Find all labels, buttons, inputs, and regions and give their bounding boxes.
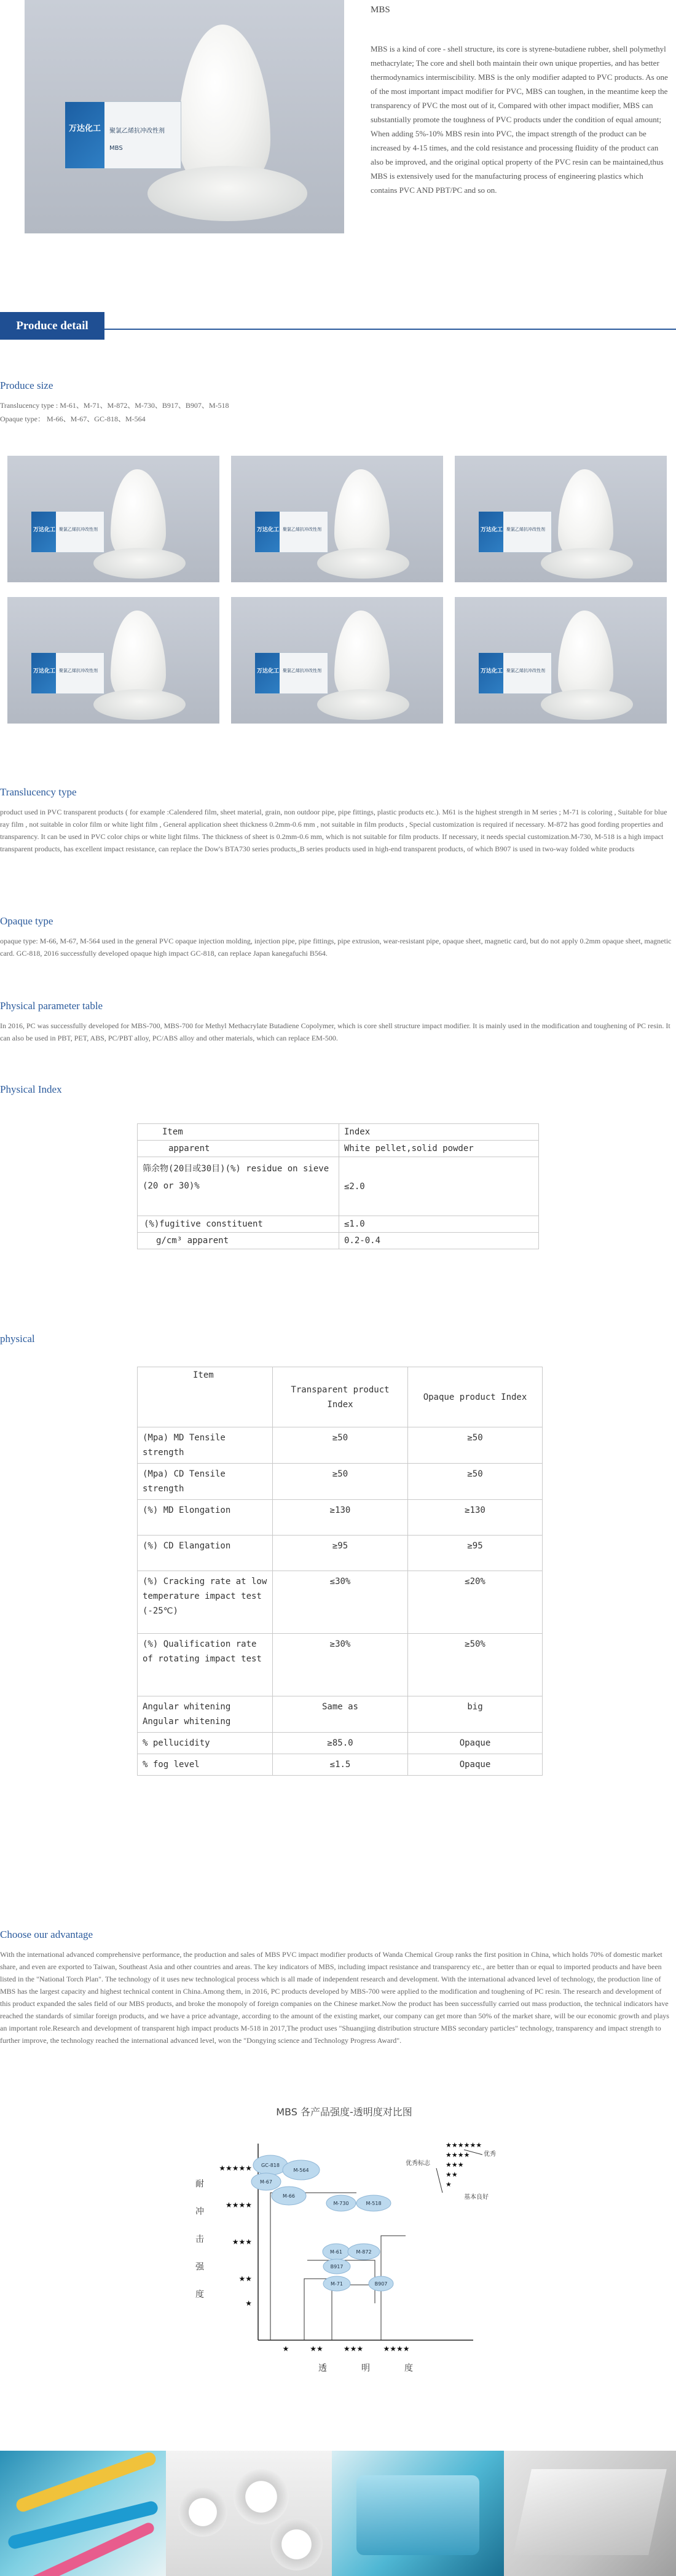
product-photo bbox=[455, 597, 667, 724]
tab-produce-detail[interactable]: Produce detail bbox=[0, 312, 104, 340]
table-row bbox=[138, 1157, 539, 1216]
photo-colored-hoses bbox=[0, 2451, 166, 2576]
physical-index-heading: Physical Index bbox=[0, 1083, 62, 1095]
x-axis-label: 透 bbox=[318, 2363, 327, 2373]
table-row bbox=[138, 1141, 539, 1157]
table-row bbox=[138, 1216, 539, 1233]
table-cell: (%) Qualification rate of rotating impact test bbox=[138, 1634, 273, 1696]
hero-product-image bbox=[25, 0, 344, 233]
x-axis-label: 度 bbox=[404, 2363, 413, 2373]
table-cell: (%) Cracking rate at low temperature impact test (-25℃) bbox=[138, 1571, 273, 1634]
bubble-label: M-67 bbox=[260, 2179, 272, 2185]
y-axis-label: 冲 bbox=[195, 2207, 204, 2217]
card-logo-text: 万达化工 bbox=[33, 527, 56, 533]
legend-stars: ★★★ bbox=[446, 2161, 464, 2169]
table-cell: ≥130 bbox=[408, 1500, 543, 1536]
photo-grey-sheets bbox=[504, 2451, 676, 2576]
table-cell: % pellucidity bbox=[138, 1733, 273, 1754]
table-cell: Angular whitening Angular whitening bbox=[138, 1696, 273, 1733]
advantage-heading: Choose our advantage bbox=[0, 1929, 93, 1940]
product-photo bbox=[231, 597, 443, 724]
card-product-name: 聚氯乙烯抗冲改性剂 bbox=[59, 527, 98, 532]
table-cell: Opaque bbox=[408, 1733, 543, 1754]
table-cell: % fog level bbox=[138, 1754, 273, 1776]
table-row bbox=[138, 1464, 543, 1500]
table-row bbox=[138, 1500, 543, 1536]
table-row bbox=[138, 1536, 543, 1571]
card-product-name: 聚氯乙烯抗冲改性剂 bbox=[506, 527, 545, 532]
product-description: MBS is a kind of core - shell structure, its core is styrene-butadiene rubber, shell polymethyl methacrylate; The core and shell both maintain their own unique properties, and has better thermodynamics intermiscibility. MBS is the only modifier adapted to PVC products. As one of the most important impact modifier for PVC, MBS can toughen, in the meantime keep the transparency of PVC the most out of it, Compared with other impact modifier, MBS can substantially promote the toughness of PVC products under the condition of equal amount; When adding 5%-10% MBS resin into PVC, the impact strength of the product can be increased by 4-15 times, and the cold resistance and processing fluidity of the product can also be improved, and the original optical property of the PVC resin can be maintained,thus MBS is extensively used for the manufacturing process of engineering plastics which contains PVC AND PBT/PC and so on. bbox=[371, 44, 668, 195]
legend-line bbox=[436, 2168, 442, 2193]
y-tick-label: ★★★★★ bbox=[219, 2164, 252, 2172]
table-cell: Opaque product Index bbox=[408, 1367, 543, 1427]
physical-table bbox=[137, 1367, 543, 1776]
x-tick-label: ★★ bbox=[310, 2344, 323, 2353]
y-tick-label: ★ bbox=[245, 2299, 252, 2308]
table-cell: ≤2.0 bbox=[339, 1157, 539, 1216]
table-cell: White pellet,solid powder bbox=[339, 1141, 539, 1157]
table-cell: ≤1.5 bbox=[273, 1754, 408, 1776]
y-axis-label: 击 bbox=[195, 2234, 204, 2244]
legend-stars: ★★★★★★ bbox=[446, 2141, 482, 2149]
table-cell: Item bbox=[138, 1367, 273, 1427]
y-tick-label: ★★★★ bbox=[225, 2201, 252, 2209]
table-cell: ≤30% bbox=[273, 1571, 408, 1634]
table-row bbox=[138, 1571, 543, 1634]
application-photo-strip bbox=[0, 2451, 676, 2576]
table-cell: ≥85.0 bbox=[273, 1733, 408, 1754]
produce-size-translucency: Translucency type : M-61、M-71、M-872、M-730、B917、B907、M-518 bbox=[0, 401, 229, 410]
produce-size-heading: Produce size bbox=[0, 380, 53, 391]
card-product-name: 聚氯乙烯抗冲改性剂 bbox=[283, 668, 321, 673]
physical-heading: physical bbox=[0, 1333, 35, 1345]
chart-title: MBS 各产品强度-透明度对比图 bbox=[276, 2106, 412, 2118]
table-cell: ≥50% bbox=[408, 1634, 543, 1696]
product-photo bbox=[7, 456, 219, 582]
table-row bbox=[138, 1124, 539, 1141]
table-cell: ≥130 bbox=[273, 1500, 408, 1536]
photo-blue-film-rolls bbox=[332, 2451, 504, 2576]
physical-parameter-heading: Physical parameter table bbox=[0, 1000, 103, 1012]
card-product-name: 聚氯乙烯抗冲改性剂 bbox=[59, 668, 98, 673]
card-product-name: 聚氯乙烯抗冲改性剂 bbox=[283, 527, 321, 532]
table-cell: Opaque bbox=[408, 1754, 543, 1776]
table-cell: ≥50 bbox=[408, 1427, 543, 1464]
table-cell: 筛余物(20目或30目)(%) residue on sieve (20 or 30)% bbox=[138, 1157, 339, 1216]
table-row bbox=[138, 1733, 543, 1754]
table-cell: 0.2-0.4 bbox=[339, 1233, 539, 1249]
table-row bbox=[138, 1367, 543, 1427]
legend-label: 基本良好 bbox=[464, 2194, 489, 2201]
x-tick-label: ★★★★ bbox=[383, 2344, 410, 2353]
bubble-label: M-872 bbox=[356, 2249, 372, 2255]
table-cell: apparent bbox=[138, 1141, 339, 1157]
x-axis-label: 明 bbox=[361, 2363, 370, 2373]
card-logo-text: 万达化工 bbox=[257, 527, 280, 533]
table-row bbox=[138, 1634, 543, 1696]
card-logo-text: 万达化工 bbox=[33, 668, 56, 674]
card-logo-text: 万达化工 bbox=[481, 527, 503, 533]
table-cell: (%) CD Elangation bbox=[138, 1536, 273, 1571]
product-title: MBS bbox=[371, 5, 390, 15]
physical-parameter-text: In 2016, PC was successfully developed for MBS-700, MBS-700 for Methyl Methacrylate Butadiene Copolymer, which is core shell structure impact modifier. It is mainly used in the modification and toughening of PC resin. It can also be used in PBT, PET, ABS, PC/PBT alloy, PC/ABS alloy and other materials, which can replace EM-500. bbox=[0, 1021, 670, 1042]
translucency-heading: Translucency type bbox=[0, 786, 77, 798]
legend-stars: ★★★★ bbox=[446, 2151, 470, 2159]
product-photo bbox=[7, 597, 219, 724]
bubble-label: B907 bbox=[374, 2281, 388, 2287]
bubble-label: M-518 bbox=[366, 2201, 382, 2206]
x-tick-label: ★★★ bbox=[343, 2344, 364, 2353]
table-cell: g/cm³ apparent bbox=[138, 1233, 339, 1249]
table-cell: ≥30% bbox=[273, 1634, 408, 1696]
physical-index-table bbox=[137, 1123, 539, 1249]
table-cell: Item bbox=[138, 1124, 339, 1141]
table-cell: Transparent product Index bbox=[273, 1367, 408, 1427]
table-cell: ≥50 bbox=[408, 1464, 543, 1500]
bubble-label: M-71 bbox=[331, 2281, 343, 2287]
card-logo-text: 万达化工 bbox=[69, 124, 101, 133]
advantage-text: With the international advanced comprehensive performance, the production and sales of MBS PVC impact modifier products of Wanda Chemical Group ranks the first position in China, which holds 70% of domestic market share, and even are exported to Taiwan, Southeast Asia and other countries and areas. The key indicators of MBS, including impact resistance and transparency etc., are better than or equal to imported products and have been listed in the "National Torch Plan". The technology of it uses new technological process which is all made of independent research and development. With the international advanced level of technology, the production line of MBS has the largest capacity and highest technical content in China.Among them, in 2016, PC products developed by MBS-700 were applied to the modification and toughening of PC resin. The research and development of this product expanded the sales field of our MBS products, and broke the monopoly of foreign companies on the Chinese market.Now the product has been successfully carried out mass production, the technical indicators have reached the standards of similar foreign products, and we have a price advantage, according to the amount of the existing market, our company can get more than 50% of the market share, will be our economic growth and plays an important role.Research and development of transparent high impact products M-518 in 2017,The product uses "Shuangjing distribution structure MBS secondary particles" technology, transparency and impact strength to further improve, the technology reached the international advanced level, won the "Dongying science and Technology Progress Award". bbox=[0, 1950, 669, 2045]
card-product-name: 聚氯乙烯抗冲改性剂 bbox=[506, 668, 545, 673]
table-cell: ≥50 bbox=[273, 1464, 408, 1500]
bubble-label: B917 bbox=[330, 2264, 344, 2270]
card-logo-text: 万达化工 bbox=[257, 668, 280, 674]
table-cell: (Mpa) CD Tensile strength bbox=[138, 1464, 273, 1500]
opaque-text: opaque type: M-66, M-67, M-564 used in the general PVC opaque injection molding, injection pipe, pipe fittings, pipe extrusion, wear-resistant pipe, opaque sheet, magnetic card, but do not apply 0.2mm opaque sheet, magnetic card. GC-818, 2016 successfully developed opaque high impact GC-818, can replace Japan kanegafuchi B564. bbox=[0, 937, 672, 958]
table-row bbox=[138, 1427, 543, 1464]
y-tick-label: ★★★ bbox=[232, 2238, 252, 2246]
legend-label: 优秀 bbox=[484, 2151, 496, 2158]
bubble-label: GC-818 bbox=[261, 2163, 280, 2168]
table-cell: (Mpa) MD Tensile strength bbox=[138, 1427, 273, 1464]
product-photo bbox=[455, 456, 667, 582]
table-row bbox=[138, 1754, 543, 1776]
table-row bbox=[138, 1233, 539, 1249]
table-cell: (%) MD Elongation bbox=[138, 1500, 273, 1536]
table-cell: Index bbox=[339, 1124, 539, 1141]
legend-stars: ★ bbox=[446, 2180, 452, 2188]
table-cell: ≥95 bbox=[273, 1536, 408, 1571]
table-cell: (%)fugitive constituent bbox=[138, 1216, 339, 1233]
table-cell: ≤20% bbox=[408, 1571, 543, 1634]
bubble-label: M-66 bbox=[283, 2193, 295, 2199]
y-axis-label: 耐 bbox=[195, 2179, 204, 2189]
y-axis-label: 度 bbox=[195, 2290, 204, 2300]
table-cell: Same as bbox=[273, 1696, 408, 1733]
card-logo-text: 万达化工 bbox=[481, 668, 503, 674]
powder-base bbox=[147, 166, 307, 221]
bubble-label: M-564 bbox=[293, 2168, 309, 2173]
table-cell: ≥50 bbox=[273, 1427, 408, 1464]
translucency-text: product used in PVC transparent products ( for example :Calendered film, sheet material, grain, non outdoor pipe, pipe fittings, plastic products etc.). M61 is the highest strength in M series ; M-71 is coloring , Suitable for blue ray film , not suitable in color film or white light film , General application sheet thickness 0.2mm-0.6 mm , not suitable in film products , Special customization is required if necessary. M-872 has good fording properties and transparency. It can be used in PVC color chips or white light films. The thickness of sheet is 0.2mm-0.6 mm, which is not suitable for film products. If necessary, it needs special customization.M-730, M-518 is a high impact transparent products, has excellent impact resistance, can replace the Dow's BTA730 series products,,B series products used in high-end transparent products, of which B907 is used in two-way folded white products bbox=[0, 808, 667, 853]
guide-line bbox=[332, 2285, 369, 2340]
table-cell: ≥95 bbox=[408, 1536, 543, 1571]
legend-label: 优秀标志 bbox=[406, 2160, 430, 2167]
product-card bbox=[65, 101, 181, 169]
y-tick-label: ★★ bbox=[238, 2274, 252, 2283]
opaque-heading: Opaque type bbox=[0, 915, 53, 927]
card-product-name: 聚氯乙烯抗冲改性剂 bbox=[109, 128, 165, 135]
bubble-label: M-61 bbox=[330, 2249, 342, 2255]
bubble-label: M-730 bbox=[333, 2201, 349, 2206]
legend-stars: ★★ bbox=[446, 2171, 458, 2179]
card-product-code: MBS bbox=[109, 145, 123, 152]
table-cell: ≤1.0 bbox=[339, 1216, 539, 1233]
table-cell: big bbox=[408, 1696, 543, 1733]
y-axis-label: 强 bbox=[195, 2262, 204, 2272]
table-row bbox=[138, 1696, 543, 1733]
strength-transparency-chart bbox=[178, 2101, 510, 2383]
x-tick-label: ★ bbox=[282, 2344, 289, 2353]
produce-size-opaque: Opaque type： M-66、M-67、GC-818、M-564 bbox=[0, 415, 146, 423]
photo-white-pipes bbox=[166, 2451, 332, 2576]
product-photo bbox=[231, 456, 443, 582]
